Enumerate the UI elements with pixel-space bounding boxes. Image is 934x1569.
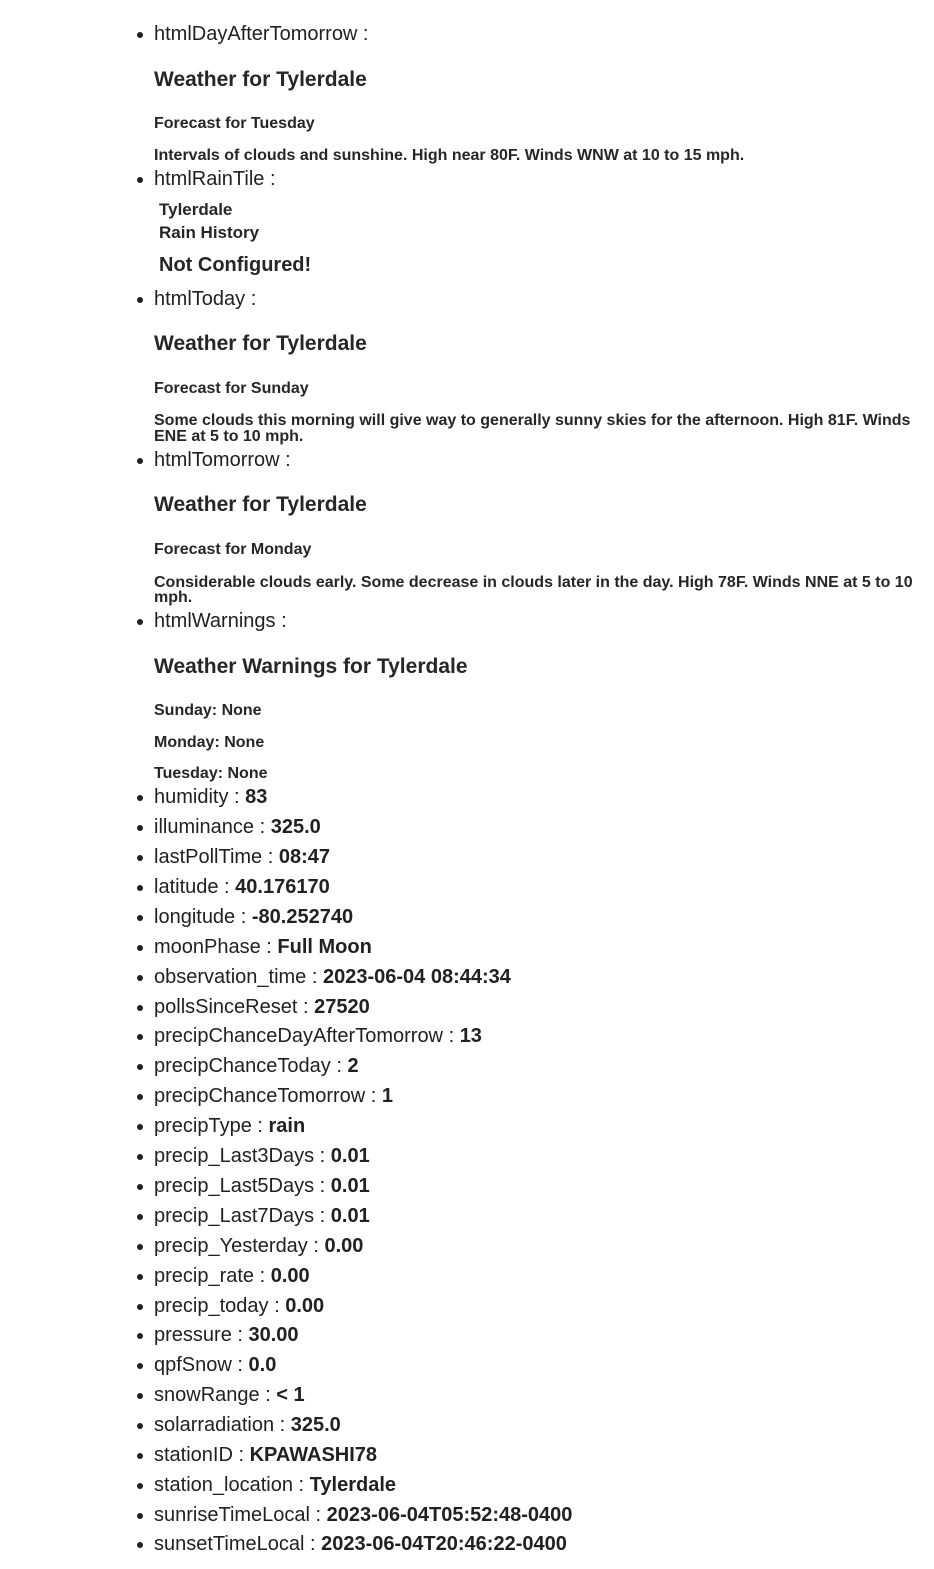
today-forecast-heading: Forecast for Sunday xyxy=(154,380,309,397)
attribute-precip-yesterday: precip_Yesterday : 0.00 xyxy=(154,1235,364,1257)
attribute-value: 83 xyxy=(245,786,268,808)
attribute-value: rain xyxy=(268,1115,306,1137)
attribute-html-rain-tile xyxy=(154,167,276,191)
tomorrow-forecast-text-line2: mph. xyxy=(154,589,193,606)
attribute-value: 0.01 xyxy=(330,1145,370,1167)
attribute-name: precip_Yesterday xyxy=(154,1235,308,1257)
attribute-name: precip_today xyxy=(154,1295,269,1317)
day-after-tomorrow-forecast-text: Intervals of clouds and sunshine. High near 80F. Winds WNW at 10 to 15 mph. xyxy=(154,147,745,164)
attribute-precip-last-7-days: precip_Last7Days : 0.01 xyxy=(154,1205,370,1227)
attribute-station-location: station_location : Tylerdale xyxy=(154,1474,396,1496)
attribute-name: sunriseTimeLocal xyxy=(154,1504,310,1526)
attribute-name: latitude xyxy=(154,876,219,898)
attribute-html-day-after-tomorrow xyxy=(154,22,369,46)
attribute-name: solarradiation xyxy=(154,1414,275,1436)
attribute-value: 2023-06-04T05:52:48-0400 xyxy=(326,1504,573,1526)
attribute-value: 08:47 xyxy=(278,846,331,868)
day-after-tomorrow-forecast-heading: Forecast for Tuesday xyxy=(154,115,315,132)
attribute-name: longitude xyxy=(154,906,236,928)
day-after-tomorrow-title: Weather for Tylerdale xyxy=(154,68,367,91)
attribute-polls-since-reset: pollsSinceReset : 27520 xyxy=(154,996,370,1018)
attribute-value: 325.0 xyxy=(290,1414,341,1436)
warning-monday: Monday: None xyxy=(154,734,265,751)
attribute-name: htmlTomorrow : xyxy=(154,449,291,471)
attribute-name: snowRange xyxy=(154,1384,260,1406)
attribute-value: 0.0 xyxy=(248,1354,277,1376)
attribute-precip-today: precip_today : 0.00 xyxy=(154,1295,325,1317)
attribute-value: 0.00 xyxy=(285,1295,325,1317)
attribute-value: 0.01 xyxy=(330,1205,370,1227)
attribute-snow-range: snowRange : < 1 xyxy=(154,1384,305,1406)
attribute-precip-rate: precip_rate : 0.00 xyxy=(154,1265,310,1287)
tomorrow-forecast-heading: Forecast for Monday xyxy=(154,541,312,558)
attribute-name: precipChanceToday xyxy=(154,1055,331,1077)
attribute-name: precipType xyxy=(154,1115,252,1137)
attribute-value: KPAWASHI78 xyxy=(249,1444,378,1466)
attribute-sunset-time-local: sunsetTimeLocal : 2023-06-04T20:46:22-0400 xyxy=(154,1533,567,1555)
attribute-html-today xyxy=(154,287,256,311)
rain-tile-status: Not Configured! xyxy=(159,254,312,276)
attribute-value: 2 xyxy=(347,1055,359,1077)
today-title: Weather for Tylerdale xyxy=(154,332,367,355)
attribute-name: moonPhase xyxy=(154,936,261,958)
attribute-name: lastPollTime xyxy=(154,846,263,868)
tomorrow-forecast-text-line1: Considerable clouds early. Some decrease in clouds later in the day. High 78F. Winds NNE at 5 to 10 xyxy=(154,574,913,591)
attribute-name: pollsSinceReset xyxy=(154,996,298,1018)
attribute-name: htmlRainTile : xyxy=(154,168,276,190)
attribute-value: 2023-06-04T20:46:22-0400 xyxy=(321,1533,567,1555)
attribute-name: station_location xyxy=(154,1474,293,1496)
attribute-name: illuminance xyxy=(154,816,255,838)
attribute-value: 13 xyxy=(459,1025,482,1047)
attribute-value: Full Moon xyxy=(277,936,372,958)
warning-sunday: Sunday: None xyxy=(154,702,262,719)
attribute-name: htmlDayAfterTomorrow : xyxy=(154,23,369,45)
attribute-name: precipChanceTomorrow xyxy=(154,1085,366,1107)
attribute-value: < 1 xyxy=(276,1384,305,1406)
attribute-value: 2023-06-04 08:44:34 xyxy=(322,966,511,988)
attribute-precip-chance-today: precipChanceToday : 2 xyxy=(154,1055,359,1077)
attribute-name: stationID xyxy=(154,1444,233,1466)
attribute-latitude: latitude : 40.176170 xyxy=(154,876,330,898)
attribute-precip-chance-tomorrow: precipChanceTomorrow : 1 xyxy=(154,1085,393,1107)
attribute-value: 0.00 xyxy=(270,1265,310,1287)
attribute-name: pressure xyxy=(154,1324,232,1346)
attribute-value: 0.01 xyxy=(330,1175,370,1197)
today-forecast-text-line1: Some clouds this morning will give way to generally sunny skies for the afternoon. High 81F. Winds xyxy=(154,412,911,429)
attribute-value: 1 xyxy=(381,1085,393,1107)
attribute-name: observation_time xyxy=(154,966,307,988)
attribute-value: Tylerdale xyxy=(309,1474,396,1496)
rain-tile-location: Tylerdale xyxy=(159,200,233,219)
tomorrow-title: Weather for Tylerdale xyxy=(154,493,367,516)
attribute-solar-radiation: solarradiation : 325.0 xyxy=(154,1414,341,1436)
attribute-pressure: pressure : 30.00 xyxy=(154,1324,299,1346)
attribute-station-id: stationID : KPAWASHI78 xyxy=(154,1444,378,1466)
today-forecast-text-line2: ENE at 5 to 10 mph. xyxy=(154,428,304,445)
attribute-name: precipChanceDayAfterTomorrow xyxy=(154,1025,444,1047)
attribute-name: precip_Last7Days xyxy=(154,1205,315,1227)
attribute-html-tomorrow xyxy=(154,448,291,472)
attribute-qpf-snow: qpfSnow : 0.0 xyxy=(154,1354,277,1376)
attribute-precip-type: precipType : rain xyxy=(154,1115,306,1137)
attribute-name: humidity xyxy=(154,786,229,808)
attribute-value: -80.252740 xyxy=(251,906,354,928)
attribute-html-warnings xyxy=(154,609,287,633)
attribute-illuminance: illuminance : 325.0 xyxy=(154,816,321,838)
attribute-value: 325.0 xyxy=(270,816,321,838)
warning-tuesday: Tuesday: None xyxy=(154,765,268,782)
attribute-name: qpfSnow xyxy=(154,1354,232,1376)
attribute-moon-phase: moonPhase : Full Moon xyxy=(154,936,372,958)
attribute-humidity: humidity : 83 xyxy=(154,786,268,808)
attribute-value: 40.176170 xyxy=(235,876,330,898)
attribute-longitude: longitude : -80.252740 xyxy=(154,906,354,928)
attribute-name: htmlToday : xyxy=(154,288,257,310)
attribute-precip-last-3-days: precip_Last3Days : 0.01 xyxy=(154,1145,370,1167)
attribute-name: sunsetTimeLocal xyxy=(154,1533,305,1555)
attribute-name: precip_Last5Days xyxy=(154,1175,315,1197)
attribute-sunrise-time-local: sunriseTimeLocal : 2023-06-04T05:52:48-0400 xyxy=(154,1504,573,1526)
attribute-value: 30.00 xyxy=(248,1324,299,1346)
attribute-last-poll-time: lastPollTime : 08:47 xyxy=(154,846,331,868)
rain-tile-history: Rain History xyxy=(159,223,260,242)
attribute-name: precip_rate xyxy=(154,1265,255,1287)
attribute-name: precip_Last3Days xyxy=(154,1145,315,1167)
attribute-name: htmlWarnings : xyxy=(154,610,287,632)
attribute-observation-time: observation_time : 2023-06-04 08:44:34 xyxy=(154,966,511,988)
attribute-value: 0.00 xyxy=(324,1235,364,1257)
attribute-precip-last-5-days: precip_Last5Days : 0.01 xyxy=(154,1175,370,1197)
attribute-precip-chance-day-after-tomorrow: precipChanceDayAfterTomorrow : 13 xyxy=(154,1025,482,1047)
warnings-title: Weather Warnings for Tylerdale xyxy=(154,655,468,678)
attribute-value: 27520 xyxy=(314,996,370,1018)
